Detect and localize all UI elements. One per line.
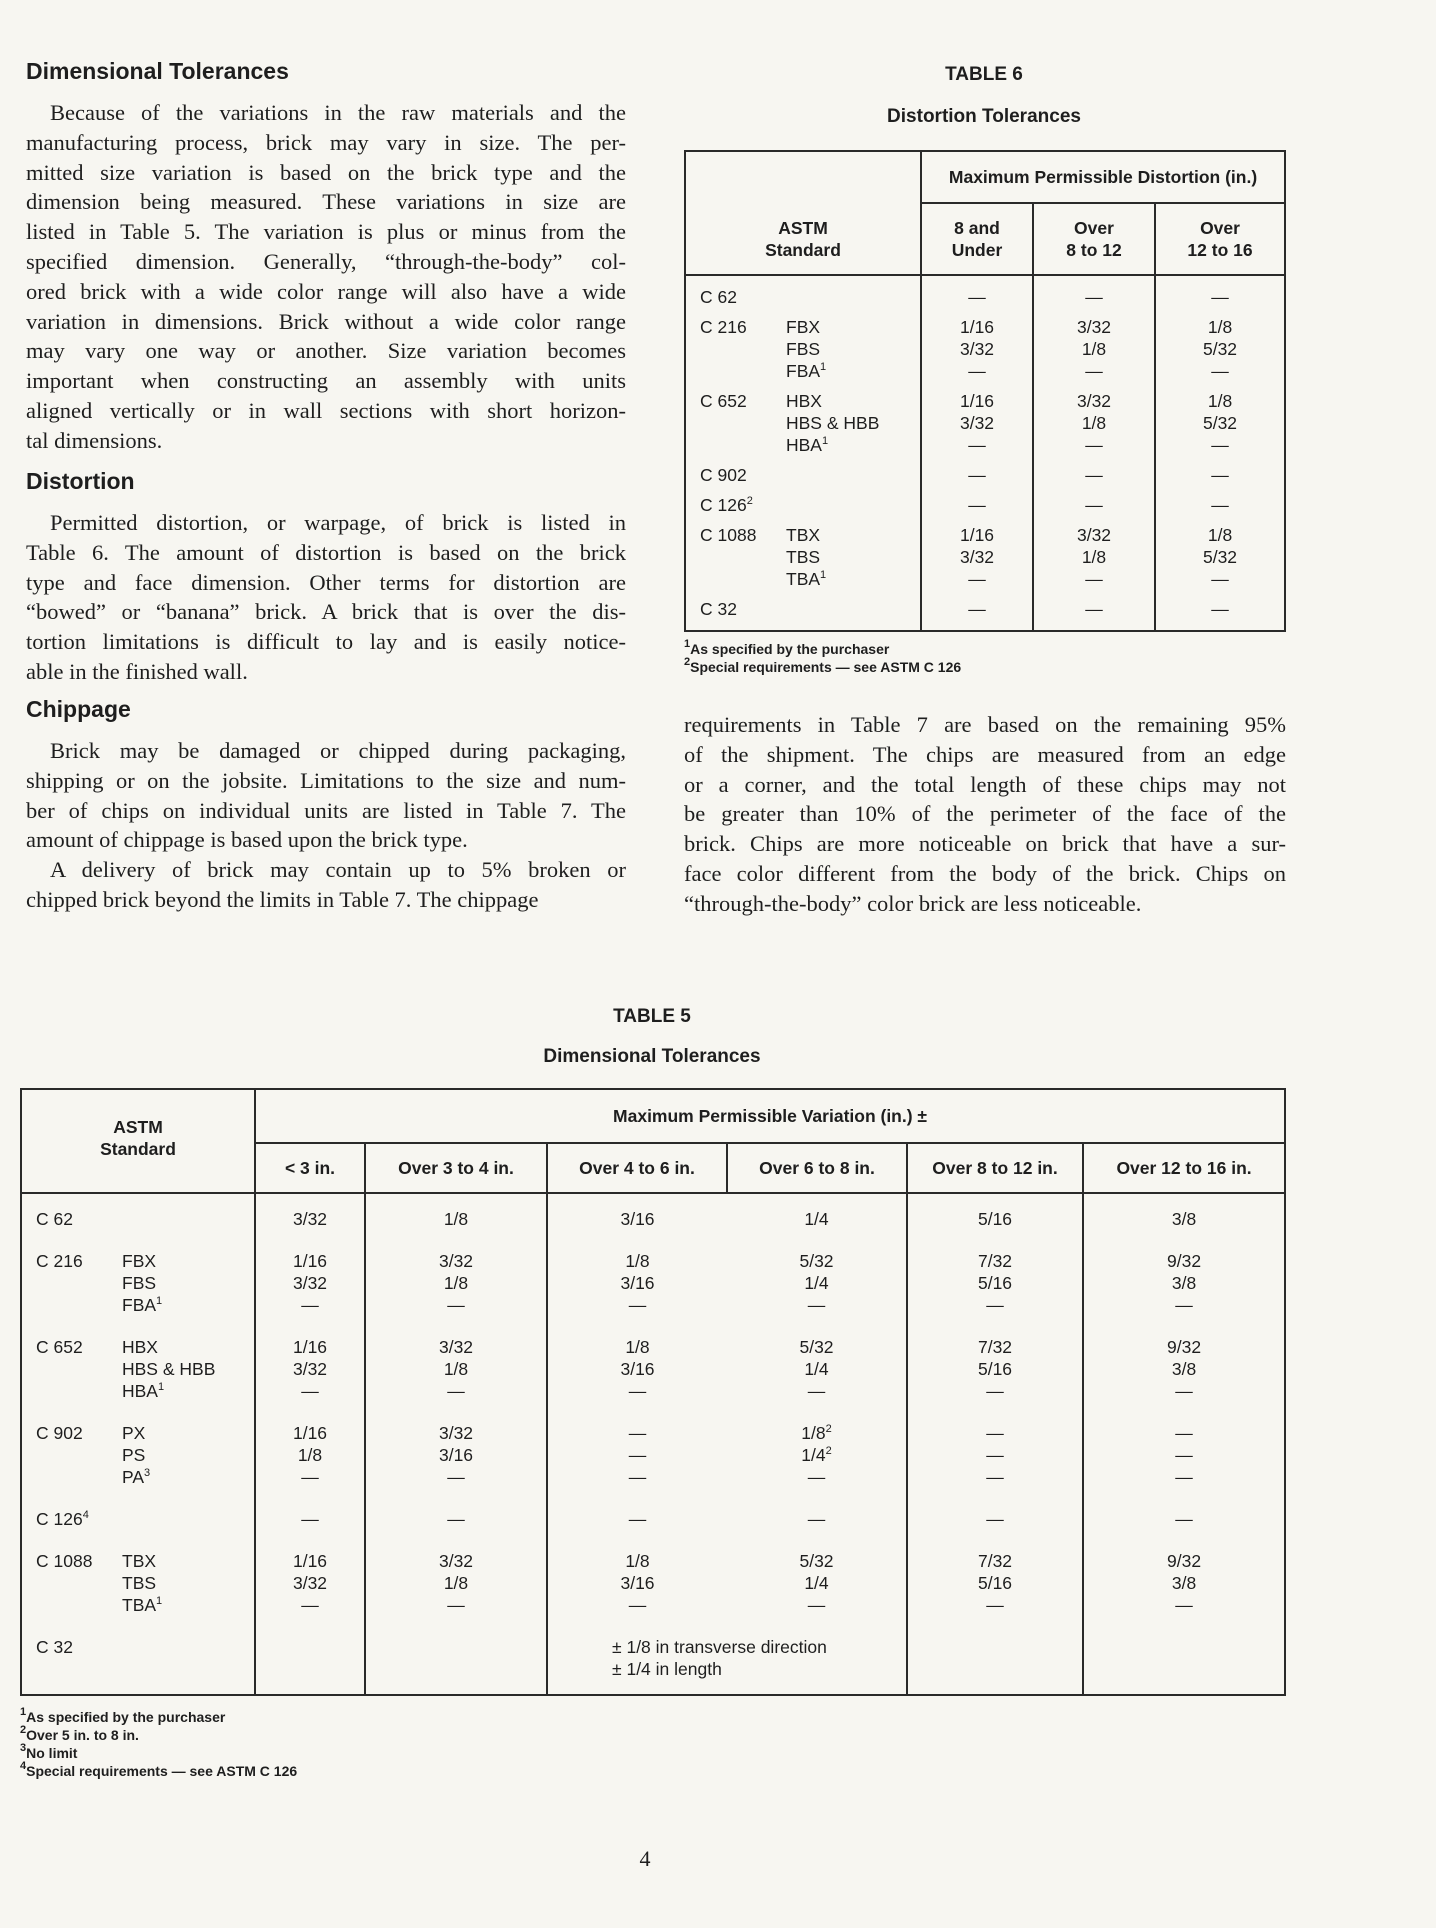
table-row: [21, 1498, 1285, 1540]
footnote: $^4$Special requirements — see ASTM C 126: [20, 1760, 298, 1779]
text-line: dimension being measured. These variations in size are: [26, 189, 626, 215]
superscript: 2: [684, 656, 691, 668]
superscript: 1: [156, 1295, 163, 1307]
table6-value-cell: 3/32 1/8 —: [1033, 520, 1155, 594]
text-line: mitted size variation is based on the brick type and the: [26, 159, 626, 185]
text-line: type and face dimension. Other terms for distortion are: [26, 569, 626, 595]
table6-std-cell: C 1088 TBX TBS TBA$^1$: [685, 520, 921, 594]
table6-value-cell: —: [1211, 287, 1229, 307]
table5-value-cell: 1/16 1/8 —: [255, 1412, 365, 1498]
table5-value-cell: 1/16 3/32 —: [255, 1240, 365, 1326]
table5-col-head: Over 3 to 4 in.: [365, 1143, 547, 1193]
table-row-c32: [21, 1626, 1285, 1695]
table5-value-cell: 3/32: [255, 1193, 365, 1240]
table5-col-head: < 3 in.: [255, 1143, 365, 1193]
text-line: tortion limitations is difficult to lay and is easily notice-: [26, 629, 626, 655]
superscript: 2: [746, 495, 753, 507]
text-line: “through-the-body” color brick are less noticeable.: [684, 890, 1142, 916]
table5-value-cell: 3/32 1/8 —: [365, 1540, 547, 1626]
table5-value-cell: — — —: [907, 1412, 1083, 1498]
table6-value-cell: —: [1211, 465, 1229, 485]
text-line: of the shipment. The chips are measured from an edge: [684, 741, 1286, 767]
table6-value-cell: 1/16 3/32 —: [921, 520, 1033, 594]
chippage-heading: Chippage: [26, 696, 131, 722]
text-line: “bowed” or “banana” brick. A brick that is over the dis-: [26, 599, 626, 625]
right-column-text: [684, 710, 1286, 919]
table5-value-cell: 1/8 3/16 —: [620, 1337, 655, 1401]
text-line: amount of chippage is based upon the brick type.: [26, 827, 468, 853]
table5-value-cell: —: [365, 1498, 547, 1540]
footnote: $^2$Over 5 in. to 8 in.: [20, 1724, 139, 1743]
superscript: 1: [820, 361, 827, 373]
table5-std-cell: C 32: [21, 1626, 255, 1695]
table5-value-cell: 5/32 1/4 —: [727, 1326, 907, 1412]
text-line: listed in Table 5. The variation is plus or minus from the: [26, 219, 626, 245]
text-line: Table 6. The amount of distortion is based on the brick: [26, 539, 626, 565]
table5: [20, 1088, 1286, 1780]
table5-value-cell: 1/8 3/16 —: [620, 1251, 655, 1315]
table6-label: TABLE 6: [945, 64, 1023, 85]
text-line: Permitted distortion, or warpage, of brick is listed in: [50, 510, 626, 535]
table6-group-header: Maximum Permissible Distortion (in.): [921, 151, 1285, 203]
table5-c32-note: ± 1/8 in transverse direction ± 1/4 in length: [547, 1626, 907, 1695]
table-row: [685, 490, 1285, 520]
superscript: 2: [825, 1423, 832, 1435]
table5-title: Dimensional Tolerances: [543, 1046, 761, 1067]
table5-value-cell: — — —: [628, 1423, 647, 1487]
table6-value-cell: —: [1211, 599, 1229, 619]
table5-value-cell: 5/32 1/4 —: [727, 1240, 907, 1326]
table5-col-head: Over 4 to 6 in.: [547, 1143, 727, 1193]
table5-std-cell: C 62: [21, 1193, 255, 1240]
table6-col-head: 8 and Under: [921, 203, 1033, 275]
superscript: 4: [20, 1760, 27, 1772]
table6-value-cell: 1/8 5/32 —: [1202, 525, 1238, 589]
table5-value-cell: 7/32 5/16 —: [907, 1540, 1083, 1626]
table6-std-cell: C 62: [685, 275, 921, 312]
text-line: aligned vertically or in wall sections with short horizon-: [26, 397, 626, 423]
table6-value-cell: —: [1033, 490, 1155, 520]
text-line: shipping or on the jobsite. Limitations to the size and num-: [26, 767, 626, 793]
superscript: 1: [157, 1381, 165, 1393]
table5-value-cell: 3/8: [1171, 1209, 1197, 1229]
table5-value-cell: 3/16: [620, 1209, 655, 1229]
superscript: 3: [144, 1467, 151, 1479]
distortion-text: [26, 508, 626, 687]
text-line: chipped brick beyond the limits in Table 7. The chippage: [26, 886, 539, 912]
text-line: ber of chips on individual units are listed in Table 7. The: [26, 797, 626, 823]
table6-value-cell: —: [1033, 275, 1155, 312]
table6-footnotes: [684, 640, 1286, 676]
table-row: [21, 1540, 1285, 1626]
table6-col-head: Over 12 to 16: [1155, 203, 1285, 275]
table5-value-cell: 5/16: [907, 1193, 1083, 1240]
superscript: 1: [20, 1706, 27, 1718]
superscript: 1: [821, 435, 829, 447]
table6-value-cell: —: [1211, 495, 1229, 515]
table5-value-cell: 1/8: [365, 1193, 547, 1240]
text-line: variation in dimensions. Brick without a wide color range: [26, 308, 626, 334]
table5-astm-header: ASTM Standard: [21, 1089, 255, 1193]
table-row: [685, 594, 1285, 631]
text-line: or a corner, and the total length of these chips may not: [684, 771, 1286, 797]
table-row: [685, 312, 1285, 386]
table6-std-cell: C $126^2$: [685, 490, 921, 520]
table-row: [21, 1240, 1285, 1326]
text-line: tal dimensions.: [26, 427, 163, 453]
table6-value-cell: 1/16 3/32 —: [921, 312, 1033, 386]
text-line: be greater than 10% of the perimeter of the face of the: [684, 801, 1286, 827]
table6-value-cell: —: [921, 490, 1033, 520]
table6-std-cell: C 652 HBX HBS & HBB HBA$^1$: [685, 386, 921, 460]
text-line: brick. Chips are more noticeable on brick that have a sur-: [684, 831, 1286, 857]
dimensional-tolerances-text: [26, 98, 626, 456]
text-line: specified dimension. Generally, “through-the-body” col-: [26, 248, 626, 274]
table5-std-cell: C $126^4$: [21, 1498, 255, 1540]
table5-col-head: Over 6 to 8 in.: [727, 1143, 907, 1193]
table5-value-cell: 1/16 3/32 —: [255, 1326, 365, 1412]
table5-std-cell: C 652 HBX HBS & HBB HBA$^1$: [21, 1326, 255, 1412]
superscript: 1: [156, 1595, 163, 1607]
table5-value-cell: 3/32 3/16 —: [365, 1412, 547, 1498]
superscript: 3: [20, 1742, 27, 1754]
table-row: [21, 1412, 1285, 1498]
table5-std-cell: C 1088 TBX TBS TBA$^1$: [21, 1540, 255, 1626]
table6-value-cell: —: [921, 460, 1033, 490]
table6-value-cell: —: [1033, 460, 1155, 490]
table6-col-head: Over 8 to 12: [1033, 203, 1155, 275]
superscript: 1: [684, 638, 691, 650]
footnote: $^3$No limit: [20, 1742, 78, 1761]
table6-value-cell: 1/8 5/32 —: [1202, 391, 1238, 455]
text-line: manufacturing process, brick may vary in size. The per-: [26, 129, 626, 155]
text-line: Because of the variations in the raw materials and the: [50, 100, 626, 125]
table6-std-cell: C 32: [685, 594, 921, 631]
table5-value-cell: —: [727, 1498, 907, 1540]
text-line: may vary one way or another. Size variation becomes: [26, 338, 626, 364]
text-line: able in the finished wall.: [26, 658, 248, 684]
table-row: [685, 520, 1285, 594]
table-row: [685, 275, 1285, 312]
table5-value-cell: 3/32 1/8 —: [365, 1326, 547, 1412]
footnote: $^1$As specified by the purchaser: [684, 638, 890, 657]
table6: [684, 150, 1286, 676]
table5-value-cell: 9/32 3/8 —: [1167, 1337, 1202, 1401]
chippage-text: [26, 736, 626, 915]
table5-value-cell: 1/8 3/16 —: [620, 1551, 655, 1615]
table6-astm-header: ASTM Standard: [685, 151, 921, 275]
table5-value-cell: — — —: [1175, 1423, 1193, 1487]
table-row: [21, 1193, 1285, 1240]
table6-value-cell: —: [1033, 594, 1155, 631]
footnote: $^1$As specified by the purchaser: [20, 1706, 226, 1725]
table5-col-head: Over 12 to 16 in.: [1083, 1143, 1285, 1193]
superscript: 4: [82, 1509, 89, 1521]
table6-value-cell: —: [921, 594, 1033, 631]
table6-value-cell: 3/32 1/8 —: [1033, 312, 1155, 386]
table-row: [685, 460, 1285, 490]
table5-value-cell: —: [907, 1498, 1083, 1540]
table6-value-cell: 3/32 1/8 —: [1033, 386, 1155, 460]
table5-value-cell: $1/8^2$ $1/4^2$ —: [727, 1412, 907, 1498]
table5-value-cell: —: [1175, 1509, 1193, 1529]
table6-std-cell: C 216 FBX FBS FBA$^1$: [685, 312, 921, 386]
footnote: $^2$Special requirements — see ASTM C 126: [684, 656, 962, 675]
table5-std-cell: C 216 FBX FBS FBA$^1$: [21, 1240, 255, 1326]
dimensional-tolerances-heading: Dimensional Tolerances: [26, 58, 289, 84]
text-line: ored brick with a wide color range will also have a wide: [26, 278, 626, 304]
table5-value-cell: 9/32 3/8 —: [1167, 1551, 1202, 1615]
text-line: requirements in Table 7 are based on the remaining 95%: [684, 712, 1286, 737]
table-row: [685, 386, 1285, 460]
superscript: 2: [20, 1724, 27, 1736]
table5-value-cell: 7/32 5/16 —: [907, 1240, 1083, 1326]
page-number: 4: [639, 1846, 651, 1871]
table5-label: TABLE 5: [613, 1006, 691, 1027]
text-line: face color different from the body of the brick. Chips on: [684, 860, 1286, 886]
table-row: [21, 1326, 1285, 1412]
superscript: 2: [825, 1445, 832, 1457]
table5-value-cell: —: [255, 1498, 365, 1540]
table5-value-cell: 1/16 3/32 —: [255, 1540, 365, 1626]
table6-value-cell: —: [921, 275, 1033, 312]
table5-footnotes: [20, 1708, 1286, 1780]
table6-value-cell: 1/8 5/32 —: [1202, 317, 1238, 381]
table5-value-cell: —: [628, 1509, 647, 1529]
table6-title: Distortion Tolerances: [887, 106, 1081, 127]
table5-value-cell: 3/32 1/8 —: [365, 1240, 547, 1326]
table5-value-cell: 7/32 5/16 —: [907, 1326, 1083, 1412]
table5-value-cell: 1/4: [727, 1193, 907, 1240]
text-line: Brick may be damaged or chipped during packaging,: [50, 738, 626, 763]
distortion-heading: Distortion: [26, 468, 135, 494]
text-line: important when constructing an assembly with units: [26, 368, 626, 394]
table5-value-cell: 9/32 3/8 —: [1167, 1251, 1202, 1315]
table6-std-cell: C 902: [685, 460, 921, 490]
table5-group-header: Maximum Permissible Variation (in.) ±: [255, 1089, 1285, 1143]
table5-value-cell: 5/32 1/4 —: [727, 1540, 907, 1626]
table6-value-cell: 1/16 3/32 —: [921, 386, 1033, 460]
table5-col-head: Over 8 to 12 in.: [907, 1143, 1083, 1193]
table5-std-cell: C 902 PX PS $PA^3$: [21, 1412, 255, 1498]
superscript: 1: [820, 569, 827, 581]
text-line: A delivery of brick may contain up to 5% broken or: [50, 857, 626, 883]
